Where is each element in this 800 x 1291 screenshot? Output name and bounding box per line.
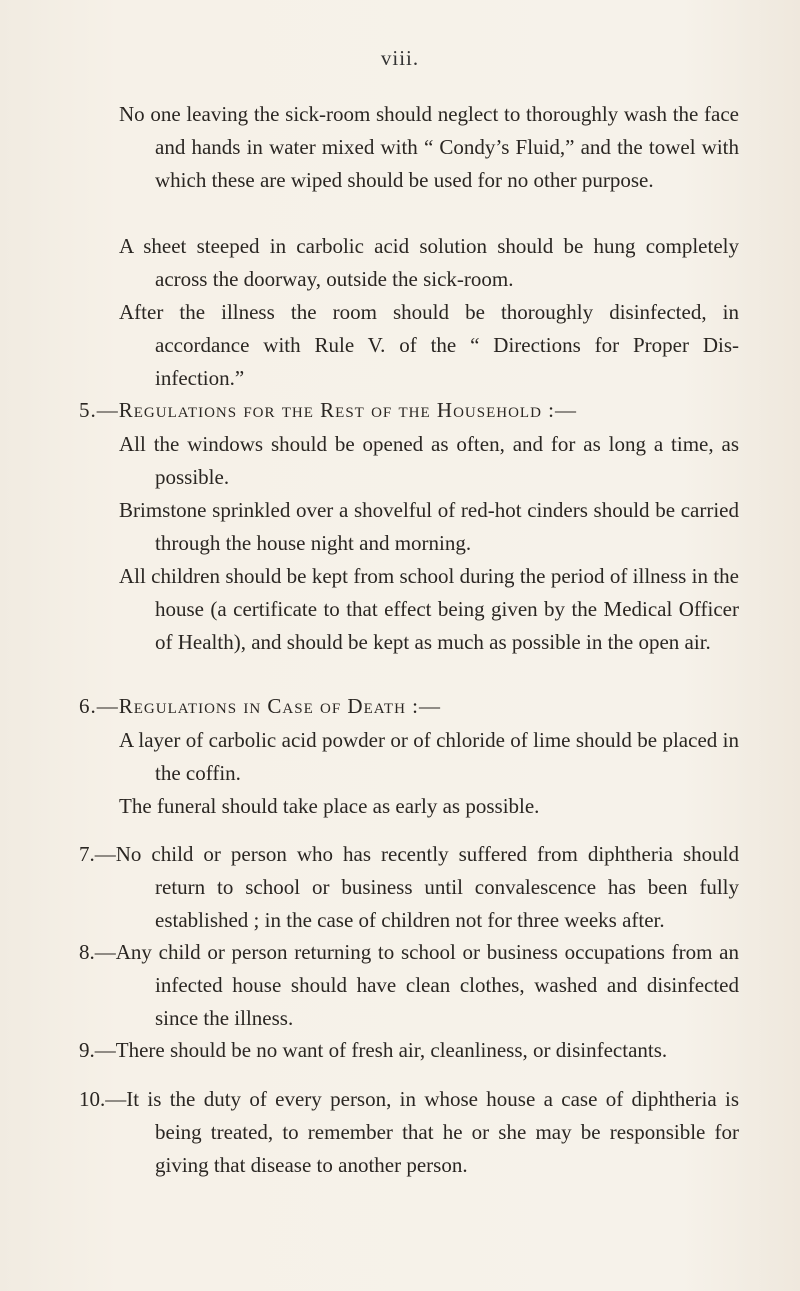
paragraph-wash-hands: No one leaving the sick-room should neglect to thoroughly wash the face and hands in water mixed with “ Condy’s Fluid,” and the towel with which these are wiped should be used for no other purpose. bbox=[119, 102, 739, 192]
section-6-heading: 6.—Regulations in Case of Death :— bbox=[79, 694, 442, 718]
rule-8: 8.—Any child or person returning to school or business occupations from an infected house should have clean clothes, washed and disinfected since the illness. bbox=[79, 940, 739, 1030]
rule-7: 7.—No child or person who has recently suffered from diphtheria should return to school or business until convalescence has been fully established ; in the case of children not for three weeks after. bbox=[79, 842, 739, 932]
section-5-item: All the windows should be opened as often, and for as long a time, as possible. bbox=[119, 432, 739, 489]
section-6-item: A layer of carbolic acid powder or of chloride of lime should be placed in the coffin. bbox=[119, 728, 739, 785]
page-number: viii. bbox=[380, 46, 420, 70]
section-6-item: The funeral should take place as early as possible. bbox=[119, 794, 540, 818]
paragraph-carbolic-sheet: A sheet steeped in carbolic acid solution should be hung completely across the doorway, outside the sick-room. bbox=[119, 234, 739, 291]
paragraph-disinfection: After the illness the room should be thoroughly disinfected, in accordance with Rule V. of the “ Directions for Proper Dis- infection.” bbox=[119, 300, 739, 390]
section-5-item: Brimstone sprinkled over a shovelful of red-hot cinders should be carried through the house night and morning. bbox=[119, 498, 739, 555]
rule-10: 10.—It is the duty of every person, in whose house a case of diphtheria is being treated, to remember that he or she may be responsible for giving that disease to another person. bbox=[79, 1087, 739, 1177]
section-5-heading: 5.—Regulations for the Rest of the Household :— bbox=[79, 398, 578, 422]
rule-9: 9.—There should be no want of fresh air, cleanliness, or disinfectants. bbox=[79, 1038, 668, 1062]
section-5-item: All children should be kept from school during the period of illness in the house (a certificate to that effect being given by the Medical Officer of Health), and should be kept as much as possible in the open air. bbox=[119, 564, 739, 654]
